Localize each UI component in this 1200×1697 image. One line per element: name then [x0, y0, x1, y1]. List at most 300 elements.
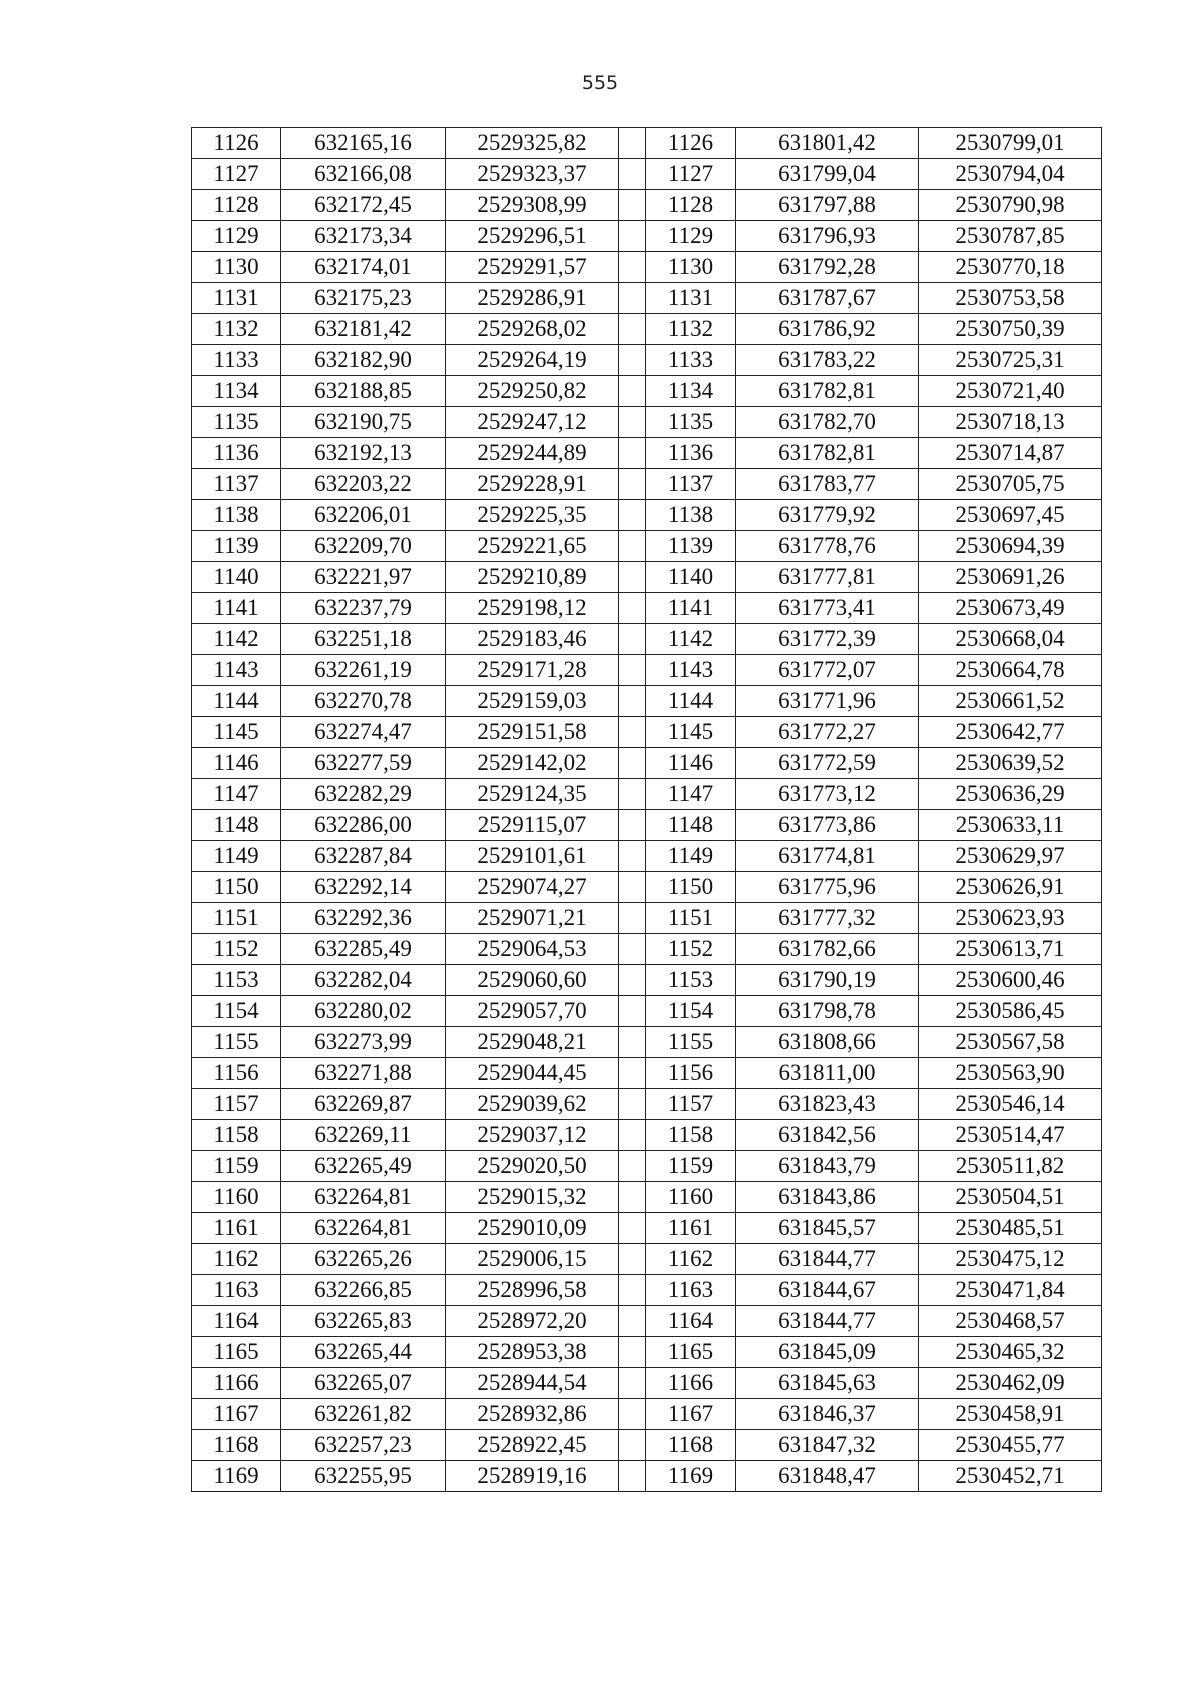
- x-coordinate-cell: 632166,08: [281, 159, 446, 190]
- table-row: [192, 717, 1102, 748]
- x-coordinate-cell: 631772,07: [736, 655, 919, 686]
- point-number-cell: 1144: [646, 686, 736, 717]
- y-coordinate-cell: 2529308,99: [446, 190, 619, 221]
- point-number-cell: 1141: [646, 593, 736, 624]
- y-coordinate-cell: 2529142,02: [446, 748, 619, 779]
- x-coordinate-cell: 632269,87: [281, 1089, 446, 1120]
- spacer-cell: [619, 717, 646, 748]
- y-coordinate-cell: 2530697,45: [919, 500, 1102, 531]
- point-number-cell: 1137: [646, 469, 736, 500]
- y-coordinate-cell: 2530485,51: [919, 1213, 1102, 1244]
- y-coordinate-cell: 2529268,02: [446, 314, 619, 345]
- y-coordinate-cell: 2529039,62: [446, 1089, 619, 1120]
- spacer-cell: [619, 965, 646, 996]
- y-coordinate-cell: 2529323,37: [446, 159, 619, 190]
- x-coordinate-cell: 632261,19: [281, 655, 446, 686]
- y-coordinate-cell: 2529225,35: [446, 500, 619, 531]
- point-number-cell: 1131: [646, 283, 736, 314]
- point-number-cell: 1136: [646, 438, 736, 469]
- x-coordinate-cell: 632209,70: [281, 531, 446, 562]
- x-coordinate-cell: 632255,95: [281, 1461, 446, 1492]
- spacer-cell: [619, 1213, 646, 1244]
- spacer-cell: [619, 1089, 646, 1120]
- point-number-cell: 1157: [192, 1089, 281, 1120]
- x-coordinate-cell: 631823,43: [736, 1089, 919, 1120]
- point-number-cell: 1162: [192, 1244, 281, 1275]
- y-coordinate-cell: 2530468,57: [919, 1306, 1102, 1337]
- x-coordinate-cell: 631842,56: [736, 1120, 919, 1151]
- y-coordinate-cell: 2529228,91: [446, 469, 619, 500]
- point-number-cell: 1127: [192, 159, 281, 190]
- point-number-cell: 1164: [192, 1306, 281, 1337]
- y-coordinate-cell: 2530753,58: [919, 283, 1102, 314]
- y-coordinate-cell: 2530705,75: [919, 469, 1102, 500]
- point-number-cell: 1158: [192, 1120, 281, 1151]
- y-coordinate-cell: 2530725,31: [919, 345, 1102, 376]
- point-number-cell: 1139: [192, 531, 281, 562]
- x-coordinate-cell: 631773,12: [736, 779, 919, 810]
- point-number-cell: 1130: [192, 252, 281, 283]
- table-row: [192, 872, 1102, 903]
- point-number-cell: 1146: [646, 748, 736, 779]
- spacer-cell: [619, 221, 646, 252]
- x-coordinate-cell: 632282,29: [281, 779, 446, 810]
- y-coordinate-cell: 2529074,27: [446, 872, 619, 903]
- y-coordinate-cell: 2529247,12: [446, 407, 619, 438]
- x-coordinate-cell: 631782,81: [736, 376, 919, 407]
- x-coordinate-cell: 631797,88: [736, 190, 919, 221]
- point-number-cell: 1137: [192, 469, 281, 500]
- table-row: [192, 469, 1102, 500]
- coordinates-table-body: [192, 128, 1102, 1492]
- x-coordinate-cell: 632188,85: [281, 376, 446, 407]
- y-coordinate-cell: 2529291,57: [446, 252, 619, 283]
- point-number-cell: 1163: [192, 1275, 281, 1306]
- y-coordinate-cell: 2530586,45: [919, 996, 1102, 1027]
- point-number-cell: 1156: [192, 1058, 281, 1089]
- y-coordinate-cell: 2530629,97: [919, 841, 1102, 872]
- point-number-cell: 1169: [646, 1461, 736, 1492]
- point-number-cell: 1148: [192, 810, 281, 841]
- point-number-cell: 1164: [646, 1306, 736, 1337]
- x-coordinate-cell: 631774,81: [736, 841, 919, 872]
- y-coordinate-cell: 2529037,12: [446, 1120, 619, 1151]
- table-row: [192, 1399, 1102, 1430]
- y-coordinate-cell: 2530511,82: [919, 1151, 1102, 1182]
- spacer-cell: [619, 407, 646, 438]
- spacer-cell: [619, 1244, 646, 1275]
- point-number-cell: 1153: [646, 965, 736, 996]
- table-row: [192, 779, 1102, 810]
- x-coordinate-cell: 631844,67: [736, 1275, 919, 1306]
- y-coordinate-cell: 2530691,26: [919, 562, 1102, 593]
- y-coordinate-cell: 2530787,85: [919, 221, 1102, 252]
- point-number-cell: 1133: [192, 345, 281, 376]
- x-coordinate-cell: 631843,79: [736, 1151, 919, 1182]
- y-coordinate-cell: 2530563,90: [919, 1058, 1102, 1089]
- spacer-cell: [619, 1399, 646, 1430]
- point-number-cell: 1133: [646, 345, 736, 376]
- y-coordinate-cell: 2530600,46: [919, 965, 1102, 996]
- x-coordinate-cell: 632221,97: [281, 562, 446, 593]
- point-number-cell: 1134: [646, 376, 736, 407]
- point-number-cell: 1129: [646, 221, 736, 252]
- point-number-cell: 1167: [192, 1399, 281, 1430]
- y-coordinate-cell: 2530799,01: [919, 128, 1102, 159]
- y-coordinate-cell: 2530465,32: [919, 1337, 1102, 1368]
- x-coordinate-cell: 631782,81: [736, 438, 919, 469]
- point-number-cell: 1149: [192, 841, 281, 872]
- point-number-cell: 1153: [192, 965, 281, 996]
- y-coordinate-cell: 2529124,35: [446, 779, 619, 810]
- x-coordinate-cell: 631843,86: [736, 1182, 919, 1213]
- point-number-cell: 1160: [192, 1182, 281, 1213]
- y-coordinate-cell: 2530750,39: [919, 314, 1102, 345]
- x-coordinate-cell: 632203,22: [281, 469, 446, 500]
- y-coordinate-cell: 2529183,46: [446, 624, 619, 655]
- point-number-cell: 1155: [192, 1027, 281, 1058]
- table-row: [192, 1213, 1102, 1244]
- x-coordinate-cell: 631783,77: [736, 469, 919, 500]
- spacer-cell: [619, 872, 646, 903]
- table-row: [192, 531, 1102, 562]
- table-row: [192, 624, 1102, 655]
- x-coordinate-cell: 631771,96: [736, 686, 919, 717]
- y-coordinate-cell: 2530455,77: [919, 1430, 1102, 1461]
- spacer-cell: [619, 562, 646, 593]
- spacer-cell: [619, 1120, 646, 1151]
- y-coordinate-cell: 2529010,09: [446, 1213, 619, 1244]
- y-coordinate-cell: 2529015,32: [446, 1182, 619, 1213]
- x-coordinate-cell: 632292,14: [281, 872, 446, 903]
- point-number-cell: 1149: [646, 841, 736, 872]
- y-coordinate-cell: 2529198,12: [446, 593, 619, 624]
- y-coordinate-cell: 2528932,86: [446, 1399, 619, 1430]
- x-coordinate-cell: 632257,23: [281, 1430, 446, 1461]
- y-coordinate-cell: 2530714,87: [919, 438, 1102, 469]
- spacer-cell: [619, 159, 646, 190]
- spacer-cell: [619, 314, 646, 345]
- spacer-cell: [619, 624, 646, 655]
- point-number-cell: 1136: [192, 438, 281, 469]
- point-number-cell: 1163: [646, 1275, 736, 1306]
- x-coordinate-cell: 631799,04: [736, 159, 919, 190]
- x-coordinate-cell: 631783,22: [736, 345, 919, 376]
- spacer-cell: [619, 1275, 646, 1306]
- y-coordinate-cell: 2530633,11: [919, 810, 1102, 841]
- x-coordinate-cell: 631773,86: [736, 810, 919, 841]
- y-coordinate-cell: 2529020,50: [446, 1151, 619, 1182]
- x-coordinate-cell: 631844,77: [736, 1244, 919, 1275]
- table-row: [192, 934, 1102, 965]
- point-number-cell: 1128: [646, 190, 736, 221]
- y-coordinate-cell: 2529286,91: [446, 283, 619, 314]
- x-coordinate-cell: 632271,88: [281, 1058, 446, 1089]
- table-row: [192, 810, 1102, 841]
- x-coordinate-cell: 632265,49: [281, 1151, 446, 1182]
- y-coordinate-cell: 2530452,71: [919, 1461, 1102, 1492]
- y-coordinate-cell: 2529044,45: [446, 1058, 619, 1089]
- x-coordinate-cell: 631772,59: [736, 748, 919, 779]
- x-coordinate-cell: 631790,19: [736, 965, 919, 996]
- table-row: [192, 1368, 1102, 1399]
- spacer-cell: [619, 996, 646, 1027]
- x-coordinate-cell: 631772,27: [736, 717, 919, 748]
- y-coordinate-cell: 2530626,91: [919, 872, 1102, 903]
- table-row: [192, 438, 1102, 469]
- table-row: [192, 159, 1102, 190]
- table-row: [192, 1058, 1102, 1089]
- x-coordinate-cell: 632264,81: [281, 1182, 446, 1213]
- spacer-cell: [619, 1430, 646, 1461]
- y-coordinate-cell: 2529171,28: [446, 655, 619, 686]
- point-number-cell: 1155: [646, 1027, 736, 1058]
- x-coordinate-cell: 631801,42: [736, 128, 919, 159]
- x-coordinate-cell: 632182,90: [281, 345, 446, 376]
- x-coordinate-cell: 631775,96: [736, 872, 919, 903]
- y-coordinate-cell: 2530567,58: [919, 1027, 1102, 1058]
- table-row: [192, 345, 1102, 376]
- y-coordinate-cell: 2530694,39: [919, 531, 1102, 562]
- x-coordinate-cell: 631772,39: [736, 624, 919, 655]
- point-number-cell: 1146: [192, 748, 281, 779]
- y-coordinate-cell: 2529060,60: [446, 965, 619, 996]
- x-coordinate-cell: 631782,66: [736, 934, 919, 965]
- y-coordinate-cell: 2530794,04: [919, 159, 1102, 190]
- point-number-cell: 1151: [192, 903, 281, 934]
- spacer-cell: [619, 686, 646, 717]
- point-number-cell: 1150: [646, 872, 736, 903]
- point-number-cell: 1152: [192, 934, 281, 965]
- x-coordinate-cell: 632269,11: [281, 1120, 446, 1151]
- point-number-cell: 1135: [192, 407, 281, 438]
- point-number-cell: 1126: [192, 128, 281, 159]
- y-coordinate-cell: 2530475,12: [919, 1244, 1102, 1275]
- coordinates-table: [191, 127, 1102, 1492]
- point-number-cell: 1161: [646, 1213, 736, 1244]
- spacer-cell: [619, 779, 646, 810]
- y-coordinate-cell: 2530770,18: [919, 252, 1102, 283]
- y-coordinate-cell: 2530642,77: [919, 717, 1102, 748]
- spacer-cell: [619, 438, 646, 469]
- point-number-cell: 1130: [646, 252, 736, 283]
- spacer-cell: [619, 1182, 646, 1213]
- y-coordinate-cell: 2529264,19: [446, 345, 619, 376]
- y-coordinate-cell: 2529250,82: [446, 376, 619, 407]
- table-row: [192, 407, 1102, 438]
- table-row: [192, 1275, 1102, 1306]
- x-coordinate-cell: 632172,45: [281, 190, 446, 221]
- y-coordinate-cell: 2529296,51: [446, 221, 619, 252]
- x-coordinate-cell: 631778,76: [736, 531, 919, 562]
- spacer-cell: [619, 1058, 646, 1089]
- spacer-cell: [619, 190, 646, 221]
- x-coordinate-cell: 632266,85: [281, 1275, 446, 1306]
- x-coordinate-cell: 631782,70: [736, 407, 919, 438]
- y-coordinate-cell: 2530664,78: [919, 655, 1102, 686]
- y-coordinate-cell: 2530471,84: [919, 1275, 1102, 1306]
- y-coordinate-cell: 2528919,16: [446, 1461, 619, 1492]
- x-coordinate-cell: 632273,99: [281, 1027, 446, 1058]
- x-coordinate-cell: 631773,41: [736, 593, 919, 624]
- table-row: [192, 1182, 1102, 1213]
- y-coordinate-cell: 2529244,89: [446, 438, 619, 469]
- table-row: [192, 252, 1102, 283]
- table-row: [192, 748, 1102, 779]
- spacer-cell: [619, 748, 646, 779]
- point-number-cell: 1145: [192, 717, 281, 748]
- point-number-cell: 1145: [646, 717, 736, 748]
- table-row: [192, 1089, 1102, 1120]
- table-row: [192, 1151, 1102, 1182]
- point-number-cell: 1159: [646, 1151, 736, 1182]
- x-coordinate-cell: 632274,47: [281, 717, 446, 748]
- x-coordinate-cell: 631808,66: [736, 1027, 919, 1058]
- y-coordinate-cell: 2530514,47: [919, 1120, 1102, 1151]
- point-number-cell: 1147: [192, 779, 281, 810]
- point-number-cell: 1162: [646, 1244, 736, 1275]
- spacer-cell: [619, 841, 646, 872]
- y-coordinate-cell: 2530458,91: [919, 1399, 1102, 1430]
- x-coordinate-cell: 631847,32: [736, 1430, 919, 1461]
- spacer-cell: [619, 1461, 646, 1492]
- y-coordinate-cell: 2530613,71: [919, 934, 1102, 965]
- x-coordinate-cell: 631846,37: [736, 1399, 919, 1430]
- table-row: [192, 1337, 1102, 1368]
- point-number-cell: 1147: [646, 779, 736, 810]
- y-coordinate-cell: 2530668,04: [919, 624, 1102, 655]
- y-coordinate-cell: 2530718,13: [919, 407, 1102, 438]
- x-coordinate-cell: 631786,92: [736, 314, 919, 345]
- x-coordinate-cell: 632287,84: [281, 841, 446, 872]
- spacer-cell: [619, 1337, 646, 1368]
- spacer-cell: [619, 934, 646, 965]
- point-number-cell: 1138: [192, 500, 281, 531]
- point-number-cell: 1143: [192, 655, 281, 686]
- x-coordinate-cell: 632251,18: [281, 624, 446, 655]
- point-number-cell: 1142: [646, 624, 736, 655]
- y-coordinate-cell: 2528953,38: [446, 1337, 619, 1368]
- x-coordinate-cell: 632285,49: [281, 934, 446, 965]
- x-coordinate-cell: 631779,92: [736, 500, 919, 531]
- spacer-cell: [619, 903, 646, 934]
- x-coordinate-cell: 632280,02: [281, 996, 446, 1027]
- point-number-cell: 1127: [646, 159, 736, 190]
- page-number: 555: [581, 72, 619, 94]
- point-number-cell: 1165: [192, 1337, 281, 1368]
- spacer-cell: [619, 345, 646, 376]
- x-coordinate-cell: 632261,82: [281, 1399, 446, 1430]
- table-row: [192, 128, 1102, 159]
- point-number-cell: 1142: [192, 624, 281, 655]
- point-number-cell: 1148: [646, 810, 736, 841]
- table-row: [192, 903, 1102, 934]
- table-row: [192, 283, 1102, 314]
- table-row: [192, 593, 1102, 624]
- point-number-cell: 1139: [646, 531, 736, 562]
- point-number-cell: 1151: [646, 903, 736, 934]
- point-number-cell: 1138: [646, 500, 736, 531]
- spacer-cell: [619, 252, 646, 283]
- y-coordinate-cell: 2530790,98: [919, 190, 1102, 221]
- y-coordinate-cell: 2530546,14: [919, 1089, 1102, 1120]
- point-number-cell: 1140: [646, 562, 736, 593]
- x-coordinate-cell: 631844,77: [736, 1306, 919, 1337]
- y-coordinate-cell: 2528922,45: [446, 1430, 619, 1461]
- point-number-cell: 1158: [646, 1120, 736, 1151]
- point-number-cell: 1157: [646, 1089, 736, 1120]
- y-coordinate-cell: 2530721,40: [919, 376, 1102, 407]
- point-number-cell: 1154: [192, 996, 281, 1027]
- y-coordinate-cell: 2528996,58: [446, 1275, 619, 1306]
- point-number-cell: 1131: [192, 283, 281, 314]
- point-number-cell: 1169: [192, 1461, 281, 1492]
- y-coordinate-cell: 2529057,70: [446, 996, 619, 1027]
- y-coordinate-cell: 2529115,07: [446, 810, 619, 841]
- table-row: [192, 1244, 1102, 1275]
- x-coordinate-cell: 632265,07: [281, 1368, 446, 1399]
- table-row: [192, 221, 1102, 252]
- x-coordinate-cell: 632237,79: [281, 593, 446, 624]
- y-coordinate-cell: 2530639,52: [919, 748, 1102, 779]
- x-coordinate-cell: 631845,63: [736, 1368, 919, 1399]
- x-coordinate-cell: 632282,04: [281, 965, 446, 996]
- y-coordinate-cell: 2528972,20: [446, 1306, 619, 1337]
- spacer-cell: [619, 376, 646, 407]
- y-coordinate-cell: 2530504,51: [919, 1182, 1102, 1213]
- spacer-cell: [619, 500, 646, 531]
- x-coordinate-cell: 632264,81: [281, 1213, 446, 1244]
- point-number-cell: 1168: [646, 1430, 736, 1461]
- x-coordinate-cell: 632270,78: [281, 686, 446, 717]
- y-coordinate-cell: 2530462,09: [919, 1368, 1102, 1399]
- point-number-cell: 1168: [192, 1430, 281, 1461]
- point-number-cell: 1144: [192, 686, 281, 717]
- spacer-cell: [619, 1151, 646, 1182]
- table-row: [192, 1461, 1102, 1492]
- point-number-cell: 1134: [192, 376, 281, 407]
- point-number-cell: 1154: [646, 996, 736, 1027]
- x-coordinate-cell: 632277,59: [281, 748, 446, 779]
- spacer-cell: [619, 810, 646, 841]
- table-row: [192, 1027, 1102, 1058]
- x-coordinate-cell: 632174,01: [281, 252, 446, 283]
- point-number-cell: 1165: [646, 1337, 736, 1368]
- point-number-cell: 1160: [646, 1182, 736, 1213]
- table-row: [192, 686, 1102, 717]
- y-coordinate-cell: 2530661,52: [919, 686, 1102, 717]
- x-coordinate-cell: 632173,34: [281, 221, 446, 252]
- y-coordinate-cell: 2530673,49: [919, 593, 1102, 624]
- x-coordinate-cell: 631811,00: [736, 1058, 919, 1089]
- x-coordinate-cell: 631792,28: [736, 252, 919, 283]
- x-coordinate-cell: 632292,36: [281, 903, 446, 934]
- x-coordinate-cell: 632286,00: [281, 810, 446, 841]
- y-coordinate-cell: 2529048,21: [446, 1027, 619, 1058]
- y-coordinate-cell: 2529006,15: [446, 1244, 619, 1275]
- table-row: [192, 1120, 1102, 1151]
- y-coordinate-cell: 2529064,53: [446, 934, 619, 965]
- spacer-cell: [619, 1027, 646, 1058]
- x-coordinate-cell: 632165,16: [281, 128, 446, 159]
- y-coordinate-cell: 2529210,89: [446, 562, 619, 593]
- spacer-cell: [619, 1368, 646, 1399]
- point-number-cell: 1132: [192, 314, 281, 345]
- table-row: [192, 655, 1102, 686]
- x-coordinate-cell: 631845,09: [736, 1337, 919, 1368]
- spacer-cell: [619, 593, 646, 624]
- point-number-cell: 1152: [646, 934, 736, 965]
